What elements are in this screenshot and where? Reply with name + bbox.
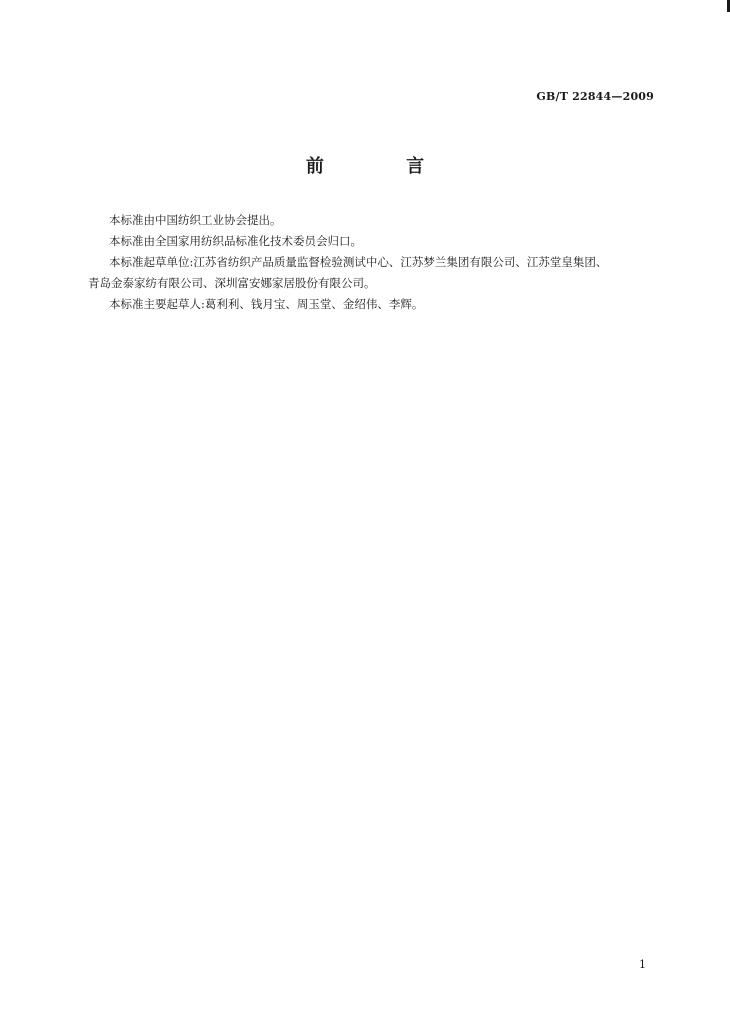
paragraph-drafting-units-continued: 青岛金泰家纺有限公司、深圳富安娜家居股份有限公司。 [88, 276, 376, 290]
foreword-body [88, 210, 668, 315]
page-number: 1 [639, 958, 646, 971]
paragraph-drafting-units: 本标准起草单位:江苏省纺织产品质量监督检验测试中心、江苏梦兰集团有限公司、江苏堂皇集团、 [109, 255, 608, 269]
page-title: 前 言 [305, 156, 463, 177]
paragraph-proposed-by: 本标准由中国纺织工业协会提出。 [109, 213, 282, 227]
paragraph-centralized-by: 本标准由全国家用纺织品标准化技术委员会归口。 [109, 234, 362, 248]
standard-number: GB/T 22844—2009 [536, 90, 654, 103]
paragraph-main-drafters: 本标准主要起草人:葛利利、钱月宝、周玉堂、金绍伟、李辉。 [109, 297, 424, 311]
